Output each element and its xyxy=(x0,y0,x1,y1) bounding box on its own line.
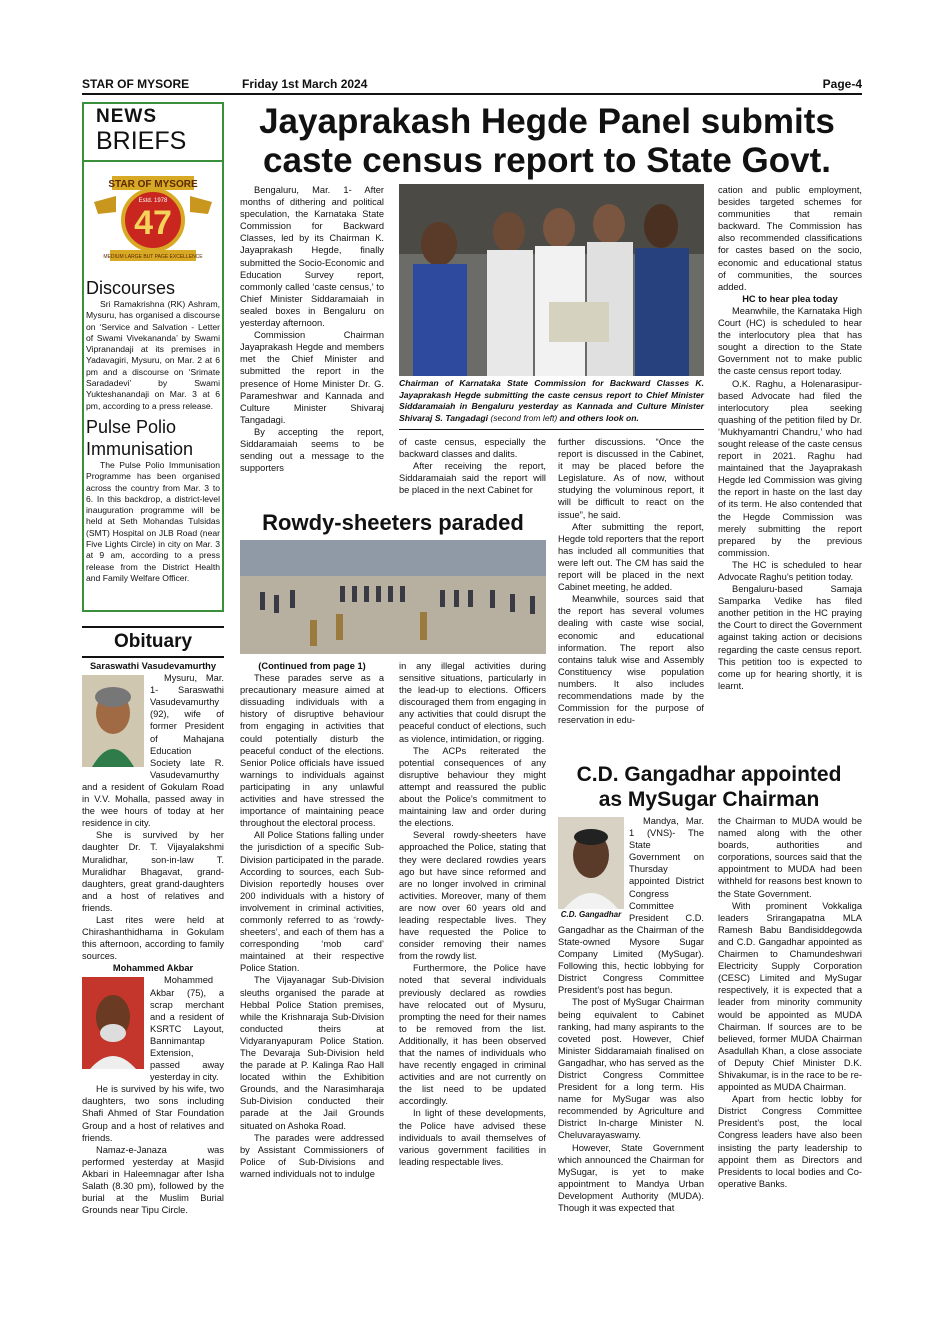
lead-col2-p1: of caste census, especially the backward classes and dalits. xyxy=(399,437,546,460)
obituary-text-2b: He is survived by his wife, two daughters, two sons including Shafi Ahmed of Star Foundation Group and a host of relatives and friends. xyxy=(82,1084,224,1143)
rowdy-col2-p1: in any illegal activities during sensitive situations, particularly in the lead-up to elections. Officers discouraged them from engaging in any activities that could disrupt the peaceful conduct of elections, such as violence, intimidation, or rigging. xyxy=(399,661,546,744)
rowdy-col2-p3: Several rowdy-sheeters have approached the Police, stating that they were declared rowdies years ago but have since reformed and are no longer involved in criminal activities. Moreover, many of them are now over 60 years old and leading respectable lives. They have requested the Police to consider removing their names from the rowdy list. xyxy=(399,830,546,962)
briefs-label: BRIEFS xyxy=(96,127,187,155)
lead-column-1 xyxy=(240,184,384,504)
lead-caption-main: Chairman of Karnataka State Commission for Backward Classes K. Jayaprakash Hegde submitting the caste census report to Chief Minister Siddaramaiah in Bengaluru yesterday as Kannada and Culture Minister Shivaraj S. Tangadagi xyxy=(399,378,704,423)
gangadhar-col2-p2: With prominent Vokkaliga leaders Srirangapatna MLA Ramesh Babu Bandisiddegowda and C.D. Gangadhar appointed as Chairmen to Chamundeshwari Electricity Supply Corporation (CESC) Limited and MySugar respectively, it is expected that a leader from minority community would be appointed as MUDA Chairman. If sources are to be believed, former MUDA Chairman Asadullah Khan, a close associate of Deputy Chief Minister D.K. Shivakumar, is in the race to be re-appointed as MUDA Chairman. xyxy=(718,900,862,1093)
obituary-text-1c: Last rites were held at Chirashanthidhama in Gokulam this afternoon, according to family sources. xyxy=(82,914,224,962)
obituary-name-2: Mohammed Akbar xyxy=(112,963,194,974)
logo-top-text: STAR OF MYSORE xyxy=(108,179,198,190)
gangadhar-photo xyxy=(558,817,624,909)
lead-caption-paren: (second from left) xyxy=(490,412,558,423)
lead-headline-1: Jayaprakash Hegde Panel submits xyxy=(259,102,835,141)
gangadhar-column-2 xyxy=(718,815,862,1265)
gangadhar-headline xyxy=(556,762,862,812)
logo-estd: Estd. 1978 xyxy=(138,198,168,204)
obituary-name-1: Saraswathi Vasudevamurthy xyxy=(89,661,217,671)
lead-col1-p1: Bengaluru, Mar. 1- After months of dithering and political speculation, the Karnataka State Commission for Backward Classes, led by its Chairman K. Jayaprakash Hegde, finally submitted the Socio-Economic and Education Survey report, commonly called ‘caste census,’ to Chief Minister Siddaramaiah in sealed boxes in Bengaluru on yesterday afternoon. xyxy=(240,185,384,329)
lead-column-4 xyxy=(718,184,862,759)
gangadhar-col1-p2: The post of MySugar Chairman being equivalent to Cabinet ranking, had many aspirants to the coveted post. However, Chief Minister Siddaramaiah finalised on Gangadhar, who has served as the District Congress Committee President for a long term. His name for MySugar was also recommended by Agriculture and District In-charge Minister N. Cheluvarayaswamy. xyxy=(558,997,704,1141)
lead-col4-p4: The HC is scheduled to hear Advocate Raghu’s petition today. xyxy=(718,559,862,582)
rowdy-column-2 xyxy=(399,660,546,1265)
gangadhar-col1-p3: However, State Government which announced the Chairman for MySugar, is yet to make appointment to Mandya Urban Development Authority (MUDA). Though it was expected that xyxy=(558,1142,704,1213)
news-briefs xyxy=(86,106,220,584)
discourses-title: Discourses xyxy=(86,278,176,298)
masthead xyxy=(82,76,862,95)
gangadhar-col2-p3: Apart from hectic lobby for District Congress Committee President’s post, the local Congress leaders have also been insisting the party leadership to appoint them as Directors and Presidents to local bodies and Co-operative Banks. xyxy=(718,1094,862,1189)
gangadhar-column-1 xyxy=(558,815,704,1265)
rowdy-col1-p3: The Vijayanagar Sub-Division sleuths organised the parade at Hebbal Police Station premises, while the Krishnaraja Sub-Division conducted theirs at Vidyaranyapuram Police Station. The Devaraja Sub-Division held the parade at P. Kalinga Rao Hall located within the Exhibition Grounds, and the Narasimharaja Sub-Division conducted their parade at the Jail Grounds situated on Ashoka Road. xyxy=(240,975,384,1131)
issue-date: Friday 1st March 2024 xyxy=(242,77,368,91)
rowdy-column-1 xyxy=(240,660,384,1265)
rowdy-col1-p1: These parades serve as a precautionary measure aimed at dissuading individuals with a history of disruptive behaviour from engaging in activities that could potentially disturb the peaceful conduct of the elections. Senior Police officials have issued warnings to individuals against participating in any unlawful activities and have stressed the importance of maintaining peace throughout the electoral process. xyxy=(240,673,384,829)
anniversary-logo xyxy=(86,168,220,268)
lead-col3-p1: further discussions. “Once the report is discussed in the Cabinet, it may be placed before the Legislature. As of now, without studying the voluminous report, it will be difficult to react on the issue”, he said. xyxy=(558,437,704,520)
rowdy-col1-p4: The parades were addressed by Assistant Commissioners of Police of Sub-Divisions and warned individuals not to indulge xyxy=(240,1132,384,1179)
obituary-text-2c: Namaz-e-Janaza was performed yesterday at Masjid Akbari in Haleemnagar after Isha Salath (8.30 pm), followed by the burial at the Muslim Burial Grounds near Tipu Circle. xyxy=(82,1144,224,1216)
rowdy-col2-p5: In light of these developments, the Police have advised these individuals to avail themselves of various government facilities in leading respectable lives. xyxy=(399,1108,546,1167)
rowdy-col2-p4: Furthermore, the Police have noted that several individuals previously declared as rowdies have relocated out of Mysuru, prompting the need for their names to be removed from the list. Additionally, it has been observed that the names of individuals who have recently engaged in criminal activities and are not currently on the list need to be updated accordingly. xyxy=(399,963,546,1107)
rowdy-continued: (Continued from page 1) xyxy=(258,661,366,671)
paper-name: STAR OF MYSORE xyxy=(82,77,190,91)
gangadhar-col2-p1: the Chairman to MUDA would be named along with the other boards, authorities and corporations, sources said that the appointment to MUDA had been withheld for reasons best known to the State Government. xyxy=(718,816,862,899)
lead-photo xyxy=(399,184,704,376)
obituary-text-1b: She is survived by her daughter Dr. T. Vijayalakshmi Muralidhar, son-in-law T. Muralidhar Bhagavat, grand-daughters, great grand-daughters and a host of relatives and friends. xyxy=(82,830,224,913)
polio-text: The Pulse Polio Immunisation Programme has been organised across the country from Mar. 3 to 6. In this backdrop, a district-level inauguration programme will be held at Seth Mohandas Tulsidas (SMT) Hospital on JLB Road (near Five Lights Circle) in city on Mar. 3 at 9 am, according to a press release from the District Health and Family Welfare Officer. xyxy=(86,459,220,583)
lead-headline-2: caste census report to State Govt. xyxy=(263,141,831,180)
obituary-text-1a: Mysuru, Mar. 1- Saraswathi Vasudevamurthy (92), wife of former President of Mahajana Education Society late R. Vasudevamurthy and a resident of Gokulam Road in V.V. Mohalla, passed away in the wee hours of today at her residence in city. xyxy=(82,673,224,829)
polio-title: Pulse Polio Immunisation xyxy=(86,416,194,459)
lead-column-2 xyxy=(399,436,546,502)
news-label: NEWS xyxy=(96,106,157,127)
logo-number: 47 xyxy=(134,204,172,242)
lead-col3-p3: Meanwhile, sources said that the report has several volumes dealing with caste wise social, economic and educational information. The report also contains taluk wise and Assembly Constituency wise population numbers. It also includes recommendations made by the Commission for the purpose of reservation in edu- xyxy=(558,594,704,726)
lead-col2-p2: After receiving the report, Siddaramaiah said the report will be placed in the next Cabinet for xyxy=(399,461,546,496)
rowdy-headline: Rowdy-sheeters paraded xyxy=(262,510,524,535)
lead-col4-subhead: HC to hear plea today xyxy=(742,293,838,304)
gangadhar-photo-caption: C.D. Gangadhar xyxy=(560,910,622,919)
gangadhar-photo-block xyxy=(558,817,624,921)
rowdy-col2-p2: The ACPs reiterated the potential consequences of any disruptive behaviour they might attempt and reassured the public about the Police’s commitment to maintaining law and order during the elections. xyxy=(399,745,546,829)
lead-col4-p2: Meanwhile, the Karnataka High Court (HC) is scheduled to hear the interlocutory plea that has sought a direction to the State Government not to make public the caste census report today. xyxy=(718,305,862,377)
obituary-photo-1 xyxy=(82,675,144,767)
obituary-column xyxy=(82,660,224,1265)
lead-col1-p3: By accepting the report, Siddaramaiah seems to be sending out a message to the supporters xyxy=(240,426,384,474)
gangadhar-headline-2: as MySugar Chairman xyxy=(598,788,820,811)
discourses-text: Sri Ramakrishna (RK) Ashram, Mysuru, has organised a discourse on ‘Service and Salvation - Letter of Swami Vivekananda’ by Swami Vipranandaji at its premises in Yadavagiri, Mysuru, on Mar. 2 at 6 pm and a discourse on ‘Srimate Saradadevi’ by Swami Yukteshanandaji on Mar. 3 at 6 pm, according to a press release. xyxy=(86,299,220,411)
lead-photo-caption xyxy=(399,378,704,424)
logo-bottom-text: MEDIUM LARGE BUT PAGE EXCELLENCE xyxy=(103,254,203,260)
lead-col3-p2: After submitting the report, Hegde told reporters that the report has included all communities that were left out. The CM has said the report will be placed in the next Cabinet meeting, he added. xyxy=(558,521,704,593)
gangadhar-col1-p1: Mandya, Mar. 1 (VNS)- The State Government on Thursday appointed District Congress Committee President C.D. Gangadhar as the Chairman of the State-owned Mysore Sugar Company Limited (MySugar). Following this, hectic lobbying for District Congress Committee President’s post has begun. xyxy=(558,816,704,996)
rowdy-col1-p2: All Police Stations falling under the jurisdiction of a specific Sub-Division participated in the parade. According to sources, each Sub-Division reportedly houses over 200 individuals with a history of involvement in criminal activities, commonly referred to as ‘rowdy-sheeters’, and each of them has a corresponding ‘mob card’ maintained at their respective Police Station. xyxy=(240,830,384,974)
lead-col1-p2: Commission Chairman Jayaprakash Hegde and members met the Chief Minister and submitted the report in the presence of Home Minister Dr. G. Parameshwar and Kannada and Culture Minister Shivaraj Tangadagi. xyxy=(240,330,384,425)
obituary-text-2a: Mohammed Akbar (75), a scrap merchant and a resident of KSRTC Layout, Bannimantap Extension, passed away yesterday in city. xyxy=(150,975,224,1083)
lead-column-3 xyxy=(558,436,704,756)
lead-caption-end: and others look on. xyxy=(559,412,639,423)
obituary-photo-2 xyxy=(82,977,144,1069)
rowdy-photo xyxy=(240,540,546,654)
lead-col4-p5: Bengaluru-based Samaja Samparka Vedike has filed another petition in the HC praying the Court to direct the Government against taking action or decisions regarding the caste census report. This petition too is expected to come up for hearing shortly, it is learnt. xyxy=(718,584,862,691)
obituary-title: Obituary xyxy=(82,626,224,658)
caption-rule xyxy=(399,429,704,430)
gangadhar-headline-1: C.D. Gangadhar appointed xyxy=(576,763,842,786)
page-number: Page-4 xyxy=(822,77,862,91)
lead-col4-p1: cation and public employment, besides targeted schemes for communities that remain backward. The Commission has also recommended classifications for castes based on the socio, economic and educational status of communities, the sources added. xyxy=(718,185,862,292)
lead-col4-p3: O.K. Raghu, a Holenarasipur-based Advocate had filed the interlocutory plea seeking quashing of the petition filed by Dr. ‘Mukhyamantri Chandru,’ who had sought release of the caste census report in 2021. Raghu had maintained that the Jayaprakash Hegde led Commission was giving the report in haste on the last day of its term. He also contended that the Hegde Commission was merely submitting the report prepared by the previous commission. xyxy=(718,378,862,558)
